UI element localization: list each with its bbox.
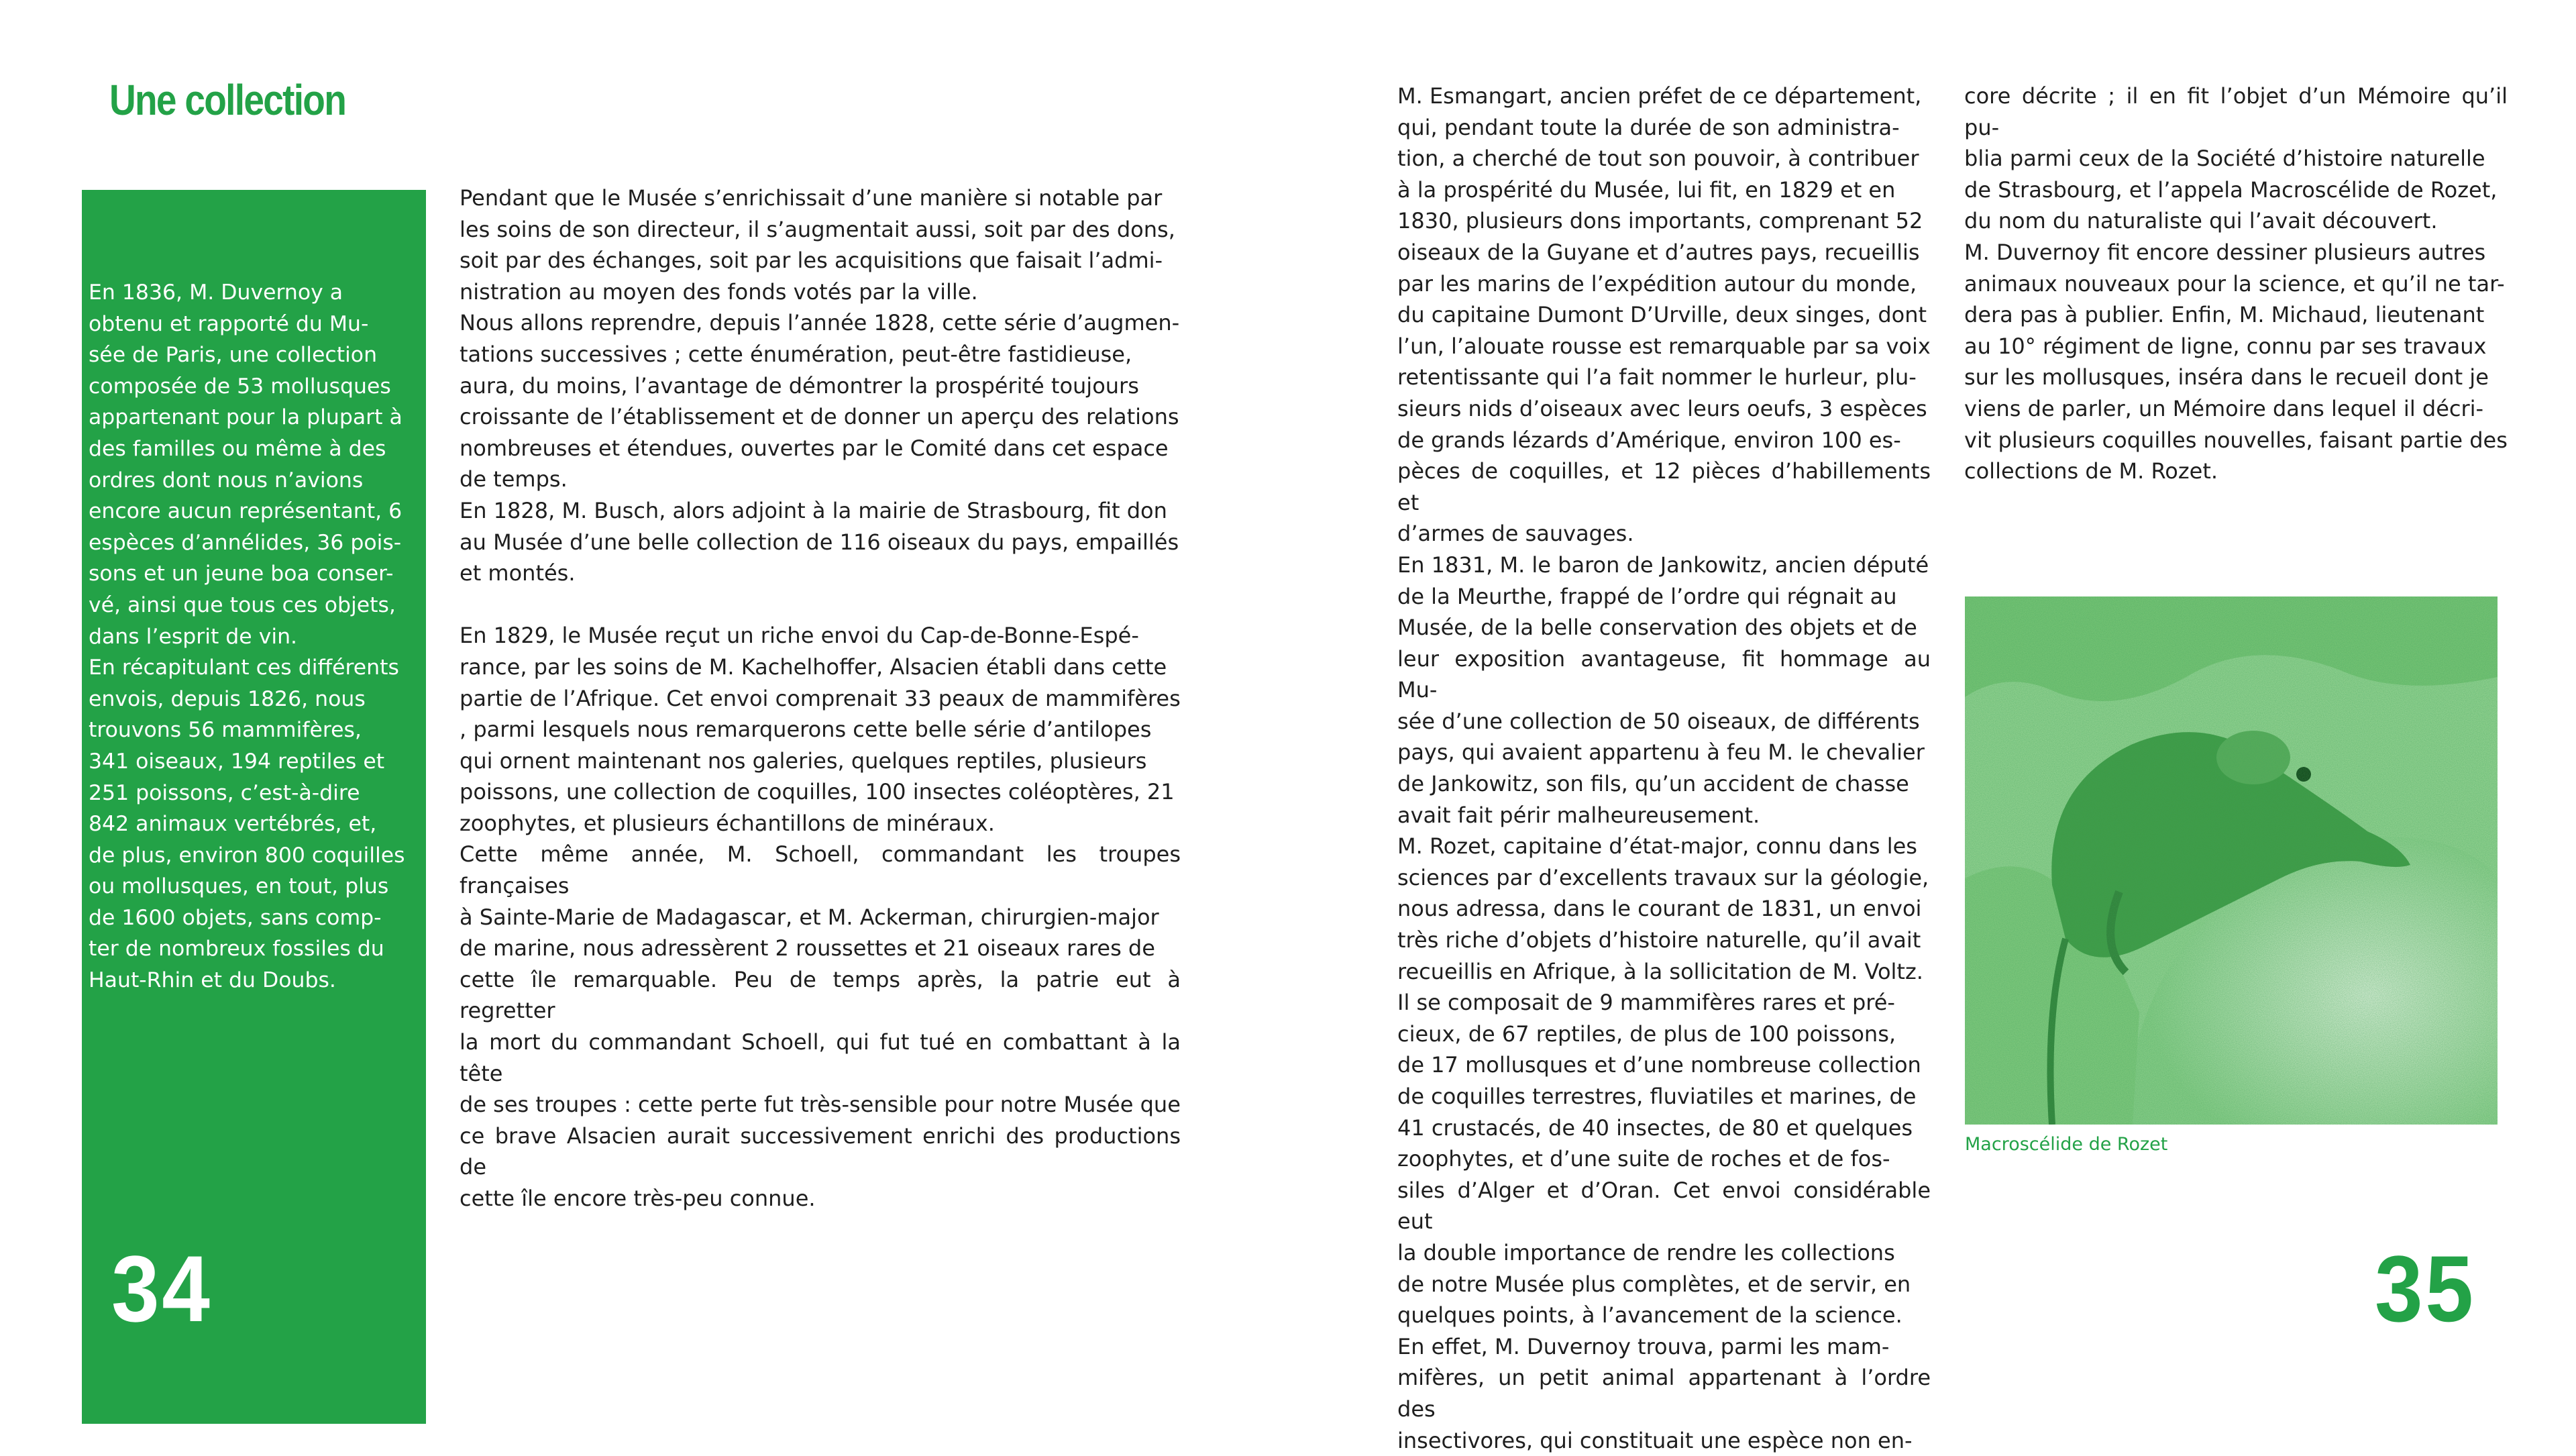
body-column-2: M. Esmangart, ancien préfet de ce département, qui, pendant toute la durée de son administra- tion, a cherché de tout son pouvoir, à contribuer à la prospérité du Musée, lui fit, en 1829 et en 1830, plusieurs dons importants, comprenant 52 oiseaux de la Guyane et d’autres pays, recueillis par les marins de l’expédition autour du monde, du capitaine Dumont D’Urville, deux singes, dont l’un, l’alouate rousse est remarquable par sa voix retentissante qui l’a fait nommer le hurleur, plu- sieurs nids d’oiseaux avec leurs oeufs, 3 espèces de grands lézards d’Amérique, environ 100 es- pèces de coquilles, et 12 pièces d’habillements et d’armes de sauvages. En 1831, M. le baron de Jankowitz, ancien député de la Meurthe, frappé de l’ordre qui régnait au Musée, de la belle conservation des objets et de leur exposition avantageuse, fit hommage au Mu- sée d’une collection de 50 oiseaux, de différents pays, qui avaient appartenu à feu M. le chevalier de Jankowitz, son fils, qu’un accident de chasse avait fait périr malheureusement. M. Rozet, capitaine d’état-major, connu dans les sciences par d’excellents travaux sur la géologie, nous adressa, dans le courant de 1831, un envoi très riche d’objets d’histoire naturelle, qu’il avait recueillis en Afrique, à la sollicitation de M. Voltz. Il se composait de 9 mammifères rares et pré- cieux, de 67 reptiles, de plus de 100 poissons, de 17 mollusques et d’une nombreuse collection de coquilles terrestres, fluviatiles et marines, de 41 crustacés, de 40 insectes, de 80 et quelques zoophytes, et d’une suite de roches et de fos- siles d’Alger et d’Oran. Cet envoi considérable eut la double importance de rendre les collections de notre Musée plus complètes, et de servir, en quelques points, à l’avancement de la science. En effet, M. Duvernoy trouva, parmi les mam- mifères, un petit animal appartenant à l’ordre des insectivores, qui constituait une espèce non en- [1397,83,1931,1453]
page-number-right: 35 [2375,1236,2476,1341]
page-title: Une collection [109,76,346,124]
body-column-1: Pendant que le Musée s’enrichissait d’une manière si notable par les soins de son directeur, il s’augmentait aussi, soit par des dons, soit par des échanges, soit par les acquisitions que faisait l’admi- nistration au moyen des fonds votés par la ville. Nous allons reprendre, depuis l’année 1828, cette série d’augmen- tations successives ; cette énumération, peut-être fastidieuse, aura, du moins, l’avantage de démontrer la prospérité toujours croissante de l’établissement et de donner un aperçu des relations nombreuses et étendues, ouvertes par le Comité dans cet espace de temps. En 1828, M. Busch, alors adjoint à la mairie de Strasbourg, fit don au Musée d’une belle collection de 116 oiseaux du pays, empaillés et montés. En 1829, le Musée reçut un riche envoi du Cap-de-Bonne-Espé- rance, par les soins de M. Kachelhoffer, Alsacien établi dans cette partie de l’Afrique. Cet envoi comprenait 33 peaux de mammifères , parmi lesquels nous remarquerons cette belle série d’antilopes qui ornent maintenant nos galeries, quelques reptiles, plusieurs poissons, une collection de coquilles, 100 insectes coléoptères, 21 zoophytes, et plusieurs échantillons de minéraux. Cette même année, M. Schoell, commandant les troupes françaises à Sainte-Marie de Madagascar, et M. Ackerman, chirurgien-major de marine, nous adressèrent 2 roussettes et 21 oiseaux rares de cette île remarquable. Peu de temps après, la patrie eut à regretter la mort du commandant Schoell, qui fut tué en combattant à la tête de ses troupes : cette perte fut très-sensible pour notre Musée que ce brave Alsacien aurait successivement enrichi des productions de cette île encore très-peu connue. [460,185,1181,1211]
photo-caption: Macroscélide de Rozet [1965,1134,2168,1155]
body-column-3: core décrite ; il en fit l’objet d’un Mémoire qu’il pu- blia parmi ceux de la Société d’histoire naturelle de Strasbourg, et l’appela Macroscélide de Rozet, du nom du naturaliste qui l’avait découvert. M. Duvernoy fit encore dessiner plusieurs autres animaux nouveaux pour la science, et qu’il ne tar- dera pas à publier. Enfin, M. Michaud, lieutenant au 10° régiment de ligne, connu par ses travaux sur les mollusques, inséra dans le recueil dont je viens de parler, un Mémoire dans lequel il décri- vit plusieurs coquilles nouvelles, faisant partie des collections de M. Rozet. [1964,83,2508,484]
page-number-left: 34 [111,1236,213,1341]
elephant-shrew-photo [1965,596,2498,1125]
sidebar-text: En 1836, M. Duvernoy a obtenu et rapporté du Mu- sée de Paris, une collection composée de 53 mollusques appartenant pour la plupart à des familles ou même à des ordres dont nous n’avions encore aucun représentant, 6 espèces d’annélides, 36 pois- sons et un jeune boa conser- vé, ainsi que tous ces objets, dans l’esprit de vin. En récapitulant ces différents envois, depuis 1826, nous trouvons 56 mammifères, 341 oiseaux, 194 reptiles et 251 poissons, c’est-à-dire 842 animaux vertébrés, et, de plus, environ 800 coquilles ou mollusques, en tout, plus de 1600 objets, sans comp- ter de nombreux fossiles du Haut-Rhin et du Doubs. [89,280,405,993]
green-sidebar [82,190,426,1424]
